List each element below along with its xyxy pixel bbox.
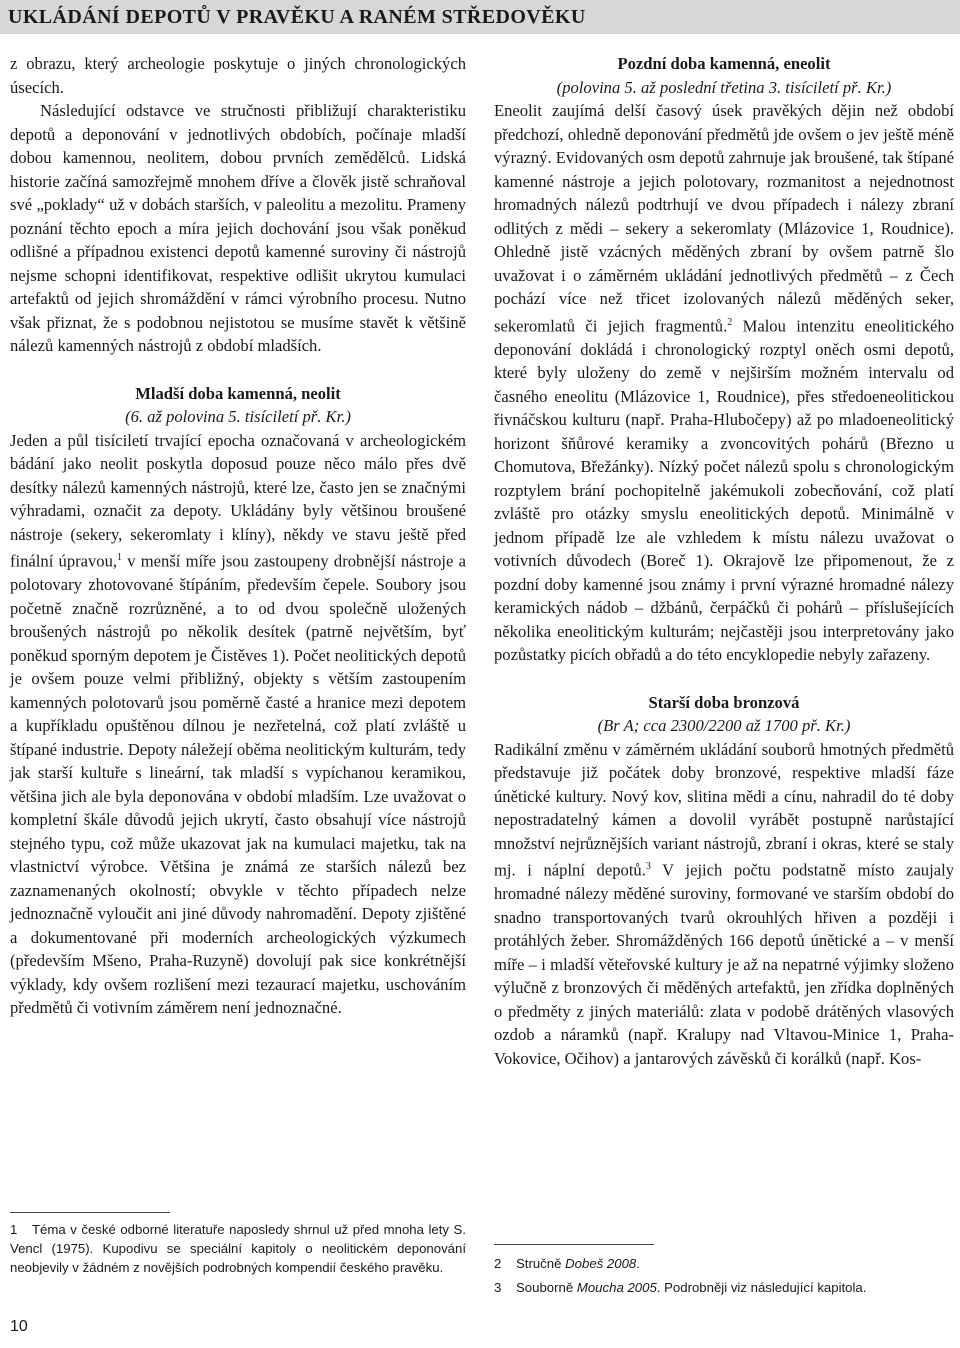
- paragraph: Eneolit zaujímá delší časový úsek pravěkých dějin než období předchozí, ohledně deponování předmětů jde ovšem o jev ještě méně výrazný. Evidovaných osm depotů zahrnuje jak broušené, tak štípané kamenné nástroje a jejich polotovary, rozmanitost a nejednotnost hromadných nálezů podtrhují ve dvou případech i nálezy zbraní odlitých z mědi – sekery a sekeromlaty (Mlázovice 1, Roudnice). Ohledně jistě vzácných měděných zbraní by ovšem patrně šlo uvažovat i o záměrném ukládání jednotlivých předmětů – z Čech pochází více než třicet izolovaných nálezů měděných seker, sekeromlatů či jejich fragmentů.$^2$ Malou intenzitu eneolitického deponování dokládá i chronologický rozptyl oněch osmi depotů, které byly uloženy do země v nejširším možném intervalu od časného eneolitu (Mlázovice 1, Roudnice), přes středoeneolitickou řivnáčskou kulturu (např. Praha-Hlubočepy) až po mladoeneolitický horizont šňůrové keramiky a zvoncovitých pohárů (Březno u Chomutova, Břežánky). Nízký počet nálezů spolu s chronologickým rozptylem brání pochopitelně jakémukoli zobecňování, což platí zvláště pro otázky smyslu eneolitických depotů. Minimálně v jednom případě lze ale vzhledem k místu nálezu uvažovat o votivních důvodech (Boreč 1). Okrajově lze připomenout, že z pozdní doby kamenné jsou známy i první výrazné hromadné nálezy keramických nádob – džbánů, čerpáčků či pohárů – příslušejících několika eneolitickým kulturám; nejčastěji jsou interpretovány jako pozůstatky picích obřadů a do této encyklopedie nebyly zařazeny.: [494, 101, 954, 665]
- section-title: Pozdní doba kamenná, eneolit: [617, 54, 831, 73]
- section-subtitle: (polovina 5. až poslední třetina 3. tisíciletí př. Kr.): [556, 77, 892, 97]
- section-subtitle: (Br A; cca 2300/2200 až 1700 př. Kr.): [597, 716, 851, 736]
- footnote-3: 3 Souborně Moucha 2005. Podrobněji viz následující kapitola.: [494, 1280, 867, 1295]
- footnote-1: 1 Téma v české odborné literatuře naposledy shrnul už před mnoha lety S. Vencl (1975). Kupodivu se speciální kapitoly o neolitickém deponování neobjevily v žádném z novějších podrobných kompendií českého pravěku.: [10, 1222, 466, 1275]
- section-title: Starší doba bronzová: [648, 692, 800, 712]
- paragraph: Jeden a půl tisíciletí trvající epocha označovaná v archeologickém bádání jako neolit poskytla doposud pouze něco málo přes dvě desítky nálezů kamenných nástrojů, které lze, často jen se značnými výhradami, označit za depoty. Ukládány byly většinou broušené nástroje (sekery, sekeromlaty i klíny), někdy ve stavu ještě před finální úpravou,$^1$ v menší míře jsou zastoupeny drobnější nástroje a polotovary zhotovované štípáním, především čepele. Soubory jsou početně značně rozrůzněné, a to od dvou společně uložených broušených nástrojů po několik desítek (patrně největším, byť poněkud sporným depotem je Čistěves 1). Počet neolitických depotů je ovšem pouze velmi přibližný, objekty s větším zastoupením kamenných polotovarů jsou poměrně časté a hranice mezi depotem a kupříkladu opuštěnou dílnou je nezřetelná, což platí zvláště u štípané industrie. Depoty náležejí oběma neolitickým kulturám, tedy jak starší kultuře s lineární, tak mladší s vypíchanou keramikou, většina jich ale byla deponována v období mladším. Lze uvažovat o kompletní škále důvodů jejich ukrytí, často obsahují více nástrojů stejného typu, což může ukazovat jak na kumulaci majetku, tak na vlastnictví výrobce. Většina je známá ze starších nálezů bez zaznamenaných okolností; obvykle v těchto případech nelze jednoznačně vyloučit ani jiné důvody nahromadění. Depoty zjištěné a dokumentované při moderních archeologických výzkumech (především Mšeno, Praha-Ruzyně) dovolují pak sice konkrétnější výklady, kdy ovšem rozlišení mezi tezaurací majetku, uschováním předmětů či votivním záměrem není jednoznačné.: [10, 430, 466, 1018]
- footnote-ref[interactable]: 1: [117, 552, 123, 563]
- footnote-2: 2 Stručně Dobeš 2008.: [494, 1256, 640, 1271]
- footnote-divider: [10, 1212, 170, 1213]
- section-subtitle: (6. až polovina 5. tisíciletí př. Kr.): [125, 407, 351, 426]
- section-heading-neolit: [10, 382, 466, 429]
- paragraph: Radikální změnu v záměrném ukládání souborů hmotných předmětů představuje již počátek doby bronzové, respektive mladší fáze únětické kultury. Nový kov, slitina mědi a cínu, nahradil do té doby nepostradatelný kámen a dovolil vyrábět postupně narůstající množství nejrůznějších variant nástrojů, zbraní i okras, které se staly mj. i náplní depotů.$^3$ V jejich počtu podstatně místo zaujaly hromadné nálezy měděné suroviny, formované ve starším období do snadno transportovaných tvarů okrouhlých hřiven a později i protáhlých žeber. Shromážděných 166 depotů únětické a – v menší míře – i mladší věteřovské kultury je až na nepatrné výjimky složeno výlučně z bronzových či měděných artefaktů, jen zřídka doplněných o předměty z jiných materiálů: zlata v podobě drátěných vlasových ozdob a náramků (např. Kralupy nad Vltavou-Minice 1, Praha-Vokovice, Očihov) a jantarových závěsků či korálků (např. Kos-: [494, 739, 954, 1068]
- section-title: Mladší doba kamenná, neolit: [135, 383, 341, 403]
- section-heading-bronze: [494, 691, 954, 738]
- page-number: 10: [10, 1318, 28, 1335]
- section-heading-eneolit: [494, 52, 954, 99]
- paragraph: Následující odstavce ve stručnosti přibližují charakteristiku depotů a deponování v jednotlivých obdobích, počínaje mladší dobou kamennou, neolitem, dobou prvních zemědělců. Lidská historie začíná samozřejmě mnohem dříve a člověk jistě schraňoval své „poklady“ už v dobách starších, v paleolitu a mezolitu. Prameny poznání těchto epoch a míra jejich dochování jsou však poněkud odlišné a případnou existenci depotů kamenné suroviny či nástrojů nejsme schopni identifikovat, respektive odlišit ukrytou kumulaci artefaktů od jejich shromáždění v rámci výrobního procesu. Nutno však přiznat, že s podobnou nejistotou se musíme stavět k většině nálezů kamenných nástrojů z období mladších.: [10, 101, 466, 355]
- footnote-ref[interactable]: 2: [727, 316, 733, 328]
- footnote-ref[interactable]: 3: [645, 861, 651, 873]
- paragraph: z obrazu, který archeologie poskytuje o jiných chronologických úsecích.: [10, 54, 466, 97]
- running-header: UKLÁDÁNÍ DEPOTŮ V PRAVĚKU A RANÉM STŘEDOVĚKU: [0, 0, 960, 34]
- right-column: [494, 52, 954, 1070]
- left-column: [10, 52, 466, 1020]
- footnote-divider: [494, 1244, 654, 1245]
